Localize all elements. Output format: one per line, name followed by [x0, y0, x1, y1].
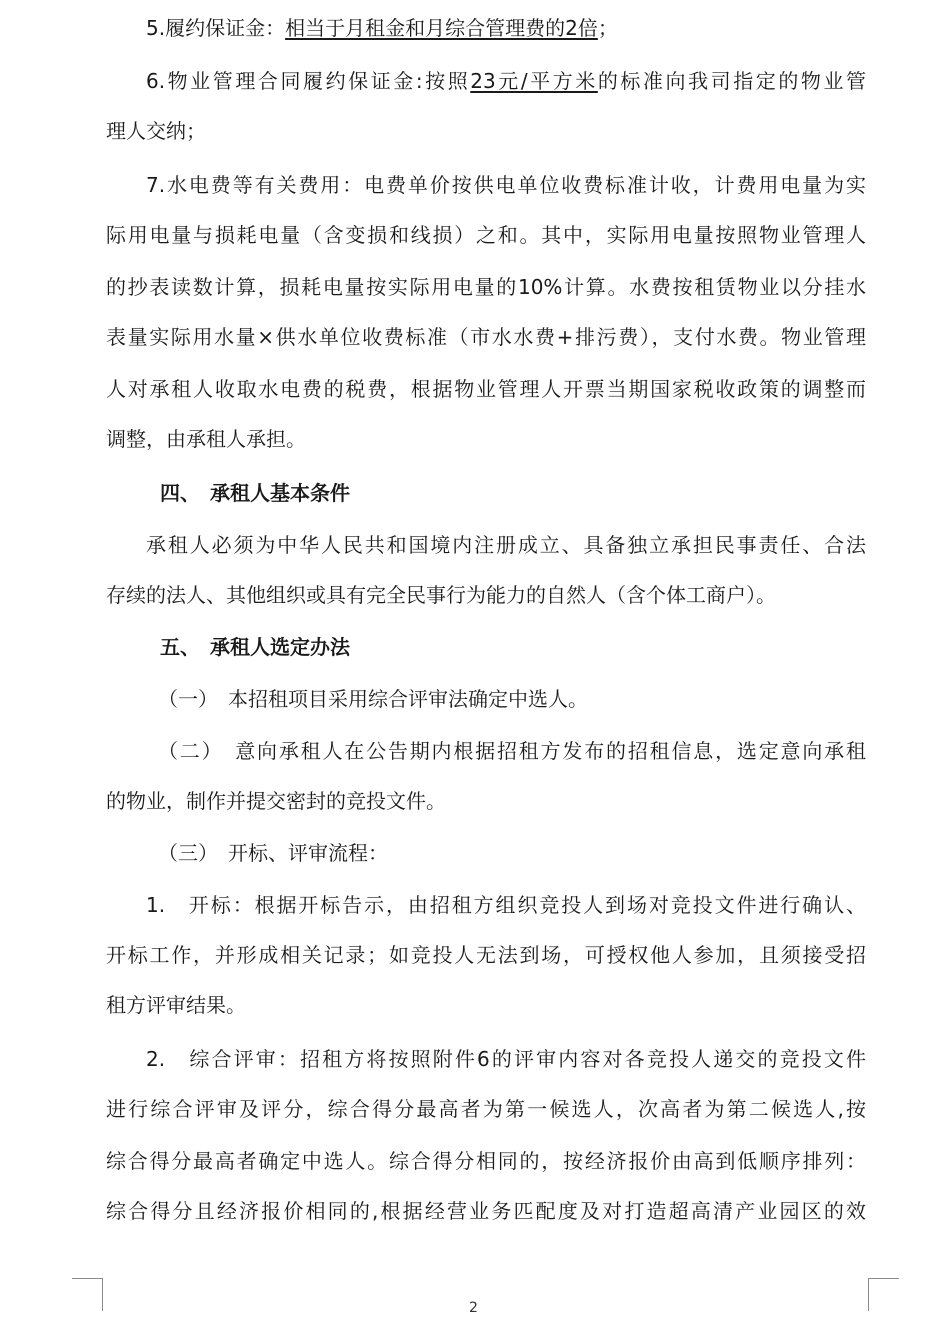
paragraph-line: [106, 1148, 866, 1174]
paragraph-line: [158, 840, 866, 866]
text-run: 的标准向我司指定的物业管: [597, 69, 866, 93]
text-run: 承租人必须为中华人民共和国境内注册成立、具备独立承担民事责任、合法: [146, 533, 866, 557]
paragraph-line: [158, 686, 866, 712]
text-run: （二） 意向承租人在公告期内根据招租方发布的招租信息，选定意向承租: [158, 739, 866, 763]
heading-text: 四、 承租人基本条件: [160, 481, 350, 505]
section-heading-lessee-conditions: [160, 480, 866, 506]
paragraph-line: [106, 274, 866, 300]
paragraph-line: [106, 376, 866, 402]
text-run: 5.履约保证金：: [146, 16, 286, 40]
paragraph-line-utility-fees: [146, 172, 866, 198]
text-run: 1. 开标：根据开标告示，由招租方组织竞投人到场对竞投文件进行确认、: [146, 893, 866, 917]
text-run: 6.物业管理合同履约保证金:按照: [146, 69, 471, 93]
paragraph-line: [106, 942, 866, 968]
paragraph-line: [106, 118, 866, 144]
page-number: 2: [469, 1300, 478, 1316]
text-run: 2. 综合评审：招租方将按照附件6的评审内容对各竞投人递交的竞投文件: [146, 1047, 866, 1071]
paragraph-line: [146, 1046, 866, 1072]
text-run: ；: [597, 16, 618, 40]
section-heading-selection-method: [160, 634, 866, 660]
paragraph-line: [146, 532, 866, 558]
text-run: （一） 本招租项目采用综合评审法确定中选人。: [158, 687, 588, 711]
paragraph-line: [106, 222, 866, 248]
paragraph-line: [146, 892, 866, 918]
paragraph-line: [106, 582, 866, 608]
text-run: 7.水电费等有关费用：电费单价按供电单位收费标准计收，计费用电量为实: [146, 173, 866, 197]
heading-text: 五、 承租人选定办法: [160, 635, 350, 659]
paragraph-line: [106, 992, 866, 1018]
text-run: 综合得分最高者确定中选人。综合得分相同的，按经济报价由高到低顺序排列：: [106, 1149, 866, 1173]
text-run: 理人交纳；: [106, 119, 206, 143]
text-run: 的抄表读数计算，损耗电量按实际用电量的10%计算。水费按租赁物业以分挂水: [106, 275, 866, 299]
text-run: 综合得分且经济报价相同的,根据经营业务匹配度及对打造超高清产业园区的效: [106, 1199, 866, 1223]
text-run: 表量实际用水量×供水单位收费标准（市水水费+排污费），支付水费。物业管理: [106, 325, 866, 349]
paragraph-line: [106, 1096, 866, 1122]
text-run: 租方评审结果。: [106, 993, 246, 1017]
paragraph-line-performance-deposit: [146, 15, 866, 41]
paragraph-line: [106, 324, 866, 350]
paragraph-line: [106, 426, 866, 452]
text-run: 调整，由承租人承担。: [106, 427, 306, 451]
text-run: （三） 开标、评审流程：: [158, 841, 388, 865]
text-run: 的物业，制作并提交密封的竞投文件。: [106, 789, 446, 813]
text-run: 开标工作，并形成相关记录；如竞投人无法到场，可授权他人参加，且须接受招: [106, 943, 866, 967]
underlined-text-run: 23元/平方米: [470, 69, 598, 93]
paragraph-line-property-deposit: [146, 68, 866, 94]
paragraph-line: [106, 1198, 866, 1224]
paragraph-line: [158, 738, 866, 764]
text-run: 存续的法人、其他组织或具有完全民事行为能力的自然人（含个体工商户）。: [106, 583, 776, 607]
underlined-text-run: 相当于月租金和月综合管理费的2倍: [285, 16, 598, 40]
text-run: 际用电量与损耗电量（含变损和线损）之和。其中，实际用电量按照物业管理人: [106, 223, 866, 247]
text-run: 人对承租人收取水电费的税费，根据物业管理人开票当期国家税收政策的调整而: [106, 377, 866, 401]
paragraph-line: [106, 788, 866, 814]
text-run: 进行综合评审及评分，综合得分最高者为第一候选人，次高者为第二候选人,按: [106, 1097, 866, 1121]
